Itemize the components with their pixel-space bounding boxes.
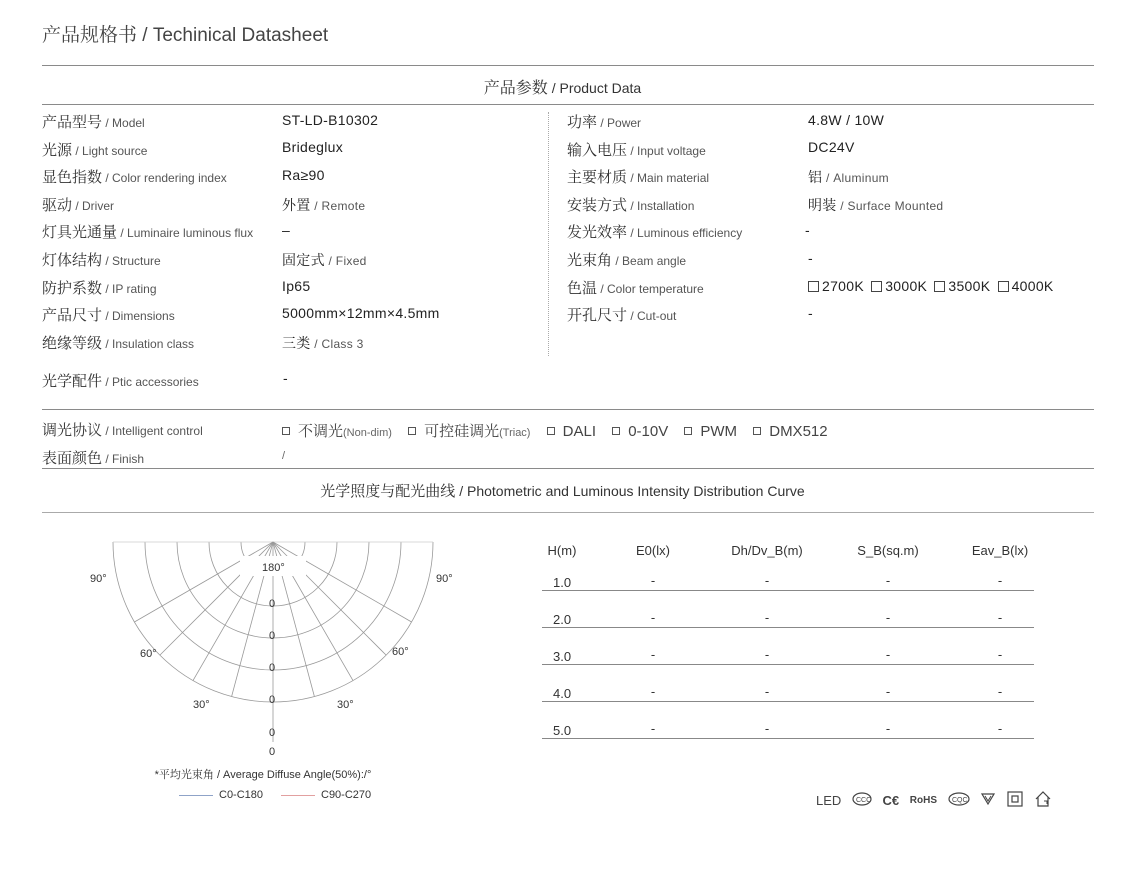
- table-cell: 3.0: [553, 649, 572, 664]
- spec-value: Ip65: [282, 278, 311, 294]
- spec-value: –: [282, 222, 291, 238]
- table-header: Eav_B(lx): [971, 543, 1029, 558]
- spec-value: -: [805, 222, 810, 238]
- color-temp-checkbox[interactable]: 2700K: [808, 278, 864, 294]
- spec-value: -: [808, 305, 813, 321]
- table-cell: -: [650, 721, 656, 736]
- table-cell: -: [885, 684, 891, 699]
- optics-value: -: [283, 370, 288, 386]
- polar-intensity-diagram: [70, 530, 490, 770]
- dim-option-dali[interactable]: DALI: [547, 423, 596, 440]
- spec-label: 灯具光通量 / Luminaire luminous flux: [42, 224, 254, 241]
- product-data-heading: [0, 75, 1125, 98]
- row-divider: [542, 590, 1034, 591]
- angle-label: 30°: [193, 699, 210, 711]
- divider: [42, 468, 1094, 469]
- table-cell: -: [885, 721, 891, 736]
- table-cell: -: [650, 610, 656, 625]
- ring-label: 0: [269, 746, 276, 758]
- table-cell: -: [997, 647, 1003, 662]
- polar-labels: [90, 562, 453, 758]
- control-label: 调光协议 / Intelligent control: [42, 422, 203, 439]
- spec-label: 功率 / Power: [567, 114, 642, 131]
- dimming-options: [282, 420, 840, 441]
- angle-label: 60°: [140, 648, 157, 660]
- spec-label: 主要材质 / Main material: [567, 169, 710, 186]
- divider: [42, 512, 1094, 513]
- row-divider: [542, 738, 1034, 739]
- finish-label: 表面颜色 / Finish: [42, 450, 145, 467]
- ce-icon: C€: [882, 793, 900, 808]
- indoor-use-icon: [1034, 790, 1052, 811]
- row-divider: [542, 627, 1034, 628]
- certification-marks: [816, 790, 1059, 811]
- table-cell: -: [650, 684, 656, 699]
- photometric-heading-cn: 光学照度与配光曲线: [320, 483, 456, 500]
- table-cell: 2.0: [553, 612, 572, 627]
- spec-label: 产品尺寸 / Dimensions: [42, 307, 175, 324]
- spec-value: 4.8W / 10W: [808, 112, 885, 128]
- ring-label: 0: [269, 694, 276, 706]
- spec-value: 5000mm×12mm×4.5mm: [282, 305, 440, 321]
- spec-value: 外置 / Remote: [282, 197, 366, 213]
- color-temp-checkbox[interactable]: 3000K: [871, 278, 927, 294]
- color-temp-checkbox[interactable]: 3500K: [934, 278, 990, 294]
- spec-value: 铝 / Aluminum: [808, 169, 889, 185]
- dim-option-dmx512[interactable]: DMX512: [753, 423, 827, 440]
- table-cell: 1.0: [553, 575, 572, 590]
- table-cell: -: [885, 573, 891, 588]
- table-cell: -: [650, 573, 656, 588]
- table-header: Dh/Dv_B(m): [731, 543, 803, 558]
- spec-value: 三类 / Class 3: [282, 335, 364, 351]
- dim-option-pwm[interactable]: PWM: [684, 423, 737, 440]
- spec-value: Ra≥90: [282, 167, 325, 183]
- cqc-icon: [948, 792, 970, 809]
- spec-label: 绝缘等级 / Insulation class: [42, 335, 195, 352]
- column-divider: [548, 112, 549, 356]
- dim-option-0-10v[interactable]: 0-10V: [612, 423, 668, 440]
- color-temp-checkbox[interactable]: 4000K: [998, 278, 1054, 294]
- angle-label: 180°: [262, 562, 285, 574]
- angle-label: 90°: [436, 573, 453, 585]
- table-cell: -: [764, 647, 770, 662]
- legend-swatch: [179, 795, 213, 796]
- spec-label: 光源 / Light source: [42, 142, 148, 159]
- dim-option-triac[interactable]: 可控硅调光(Triac): [408, 420, 530, 441]
- table-cell: -: [764, 721, 770, 736]
- row-divider: [542, 664, 1034, 665]
- table-cell: -: [650, 647, 656, 662]
- spec-label: 发光效率 / Luminous efficiency: [567, 224, 743, 241]
- table-cell: -: [997, 610, 1003, 625]
- spec-label: 色温 / Color temperature: [567, 280, 704, 297]
- table-cell: 4.0: [553, 686, 572, 701]
- spec-label: 安装方式 / Installation: [567, 197, 695, 214]
- table-cell: -: [764, 573, 770, 588]
- tick-mark-icon: [980, 792, 996, 809]
- angle-label: 60°: [392, 646, 409, 658]
- page-title: 产品规格书 / Techinical Datasheet: [42, 25, 329, 46]
- legend-swatch: [281, 795, 315, 796]
- photometric-heading: [0, 480, 1125, 501]
- spec-value: Brideglux: [282, 139, 344, 155]
- table-header: S_B(sq.m): [857, 543, 919, 558]
- legend-item: C0-C180: [179, 789, 263, 801]
- svg-text:CQC: CQC: [951, 797, 968, 804]
- table-header: E0(lx): [636, 543, 670, 558]
- table-cell: -: [764, 684, 770, 699]
- spec-value: ST-LD-B10302: [282, 112, 379, 128]
- table-cell: -: [997, 721, 1003, 736]
- rohs-icon: RoHS: [909, 795, 938, 806]
- table-cell: -: [885, 647, 891, 662]
- led-mark: LED: [816, 793, 842, 808]
- row-divider: [542, 701, 1034, 702]
- spec-label: 灯体结构 / Structure: [42, 252, 161, 269]
- spec-value: -: [808, 250, 813, 266]
- spec-label: 驱动 / Driver: [42, 197, 115, 214]
- finish-value: /: [282, 450, 286, 462]
- angle-label: 30°: [337, 699, 354, 711]
- optics-label: 光学配件 / Ptic accessories: [42, 373, 199, 390]
- photometric-heading-en: / Photometric and Luminous Intensity Distribution Curve: [455, 483, 805, 499]
- table-cell: -: [997, 684, 1003, 699]
- spec-label: 光束角 / Beam angle: [567, 252, 687, 269]
- spec-value: 固定式 / Fixed: [282, 252, 367, 268]
- svg-text:CCC: CCC: [855, 797, 872, 804]
- beam-angle-note: *平均光束角 / Average Diffuse Angle(50%):/°: [154, 769, 372, 781]
- product-data-heading-cn: 产品参数: [483, 80, 548, 97]
- legend-item: C90-C270: [281, 789, 371, 801]
- dim-option-non-dim[interactable]: 不调光(Non-dim): [282, 420, 392, 441]
- spec-label: 显色指数 / Color rendering index: [42, 169, 227, 186]
- ring-label: 0: [269, 630, 276, 642]
- table-cell: 5.0: [553, 723, 572, 738]
- divider: [42, 65, 1094, 66]
- divider: [42, 104, 1094, 105]
- spec-value: 明装 / Surface Mounted: [808, 197, 944, 213]
- double-insulation-icon: [1007, 791, 1023, 810]
- table-cell: -: [997, 573, 1003, 588]
- table-cell: -: [885, 610, 891, 625]
- color-temp-options: [808, 278, 1054, 294]
- spec-label: 产品型号 / Model: [42, 114, 145, 131]
- ring-label: 0: [269, 598, 276, 610]
- spec-label: 防护系数 / IP rating: [42, 280, 157, 297]
- spec-label: 输入电压 / Input voltage: [567, 142, 706, 159]
- table-header: H(m): [547, 543, 577, 558]
- spec-value: DC24V: [808, 139, 855, 155]
- ring-label: 0: [269, 727, 276, 739]
- divider: [42, 409, 1094, 410]
- ccc-icon: [852, 792, 872, 809]
- table-cell: -: [764, 610, 770, 625]
- product-data-heading-en: / Product Data: [547, 80, 642, 96]
- spec-label: 开孔尺寸 / Cut-out: [567, 307, 677, 324]
- ring-label: 0: [269, 662, 276, 674]
- angle-label: 90°: [90, 573, 107, 585]
